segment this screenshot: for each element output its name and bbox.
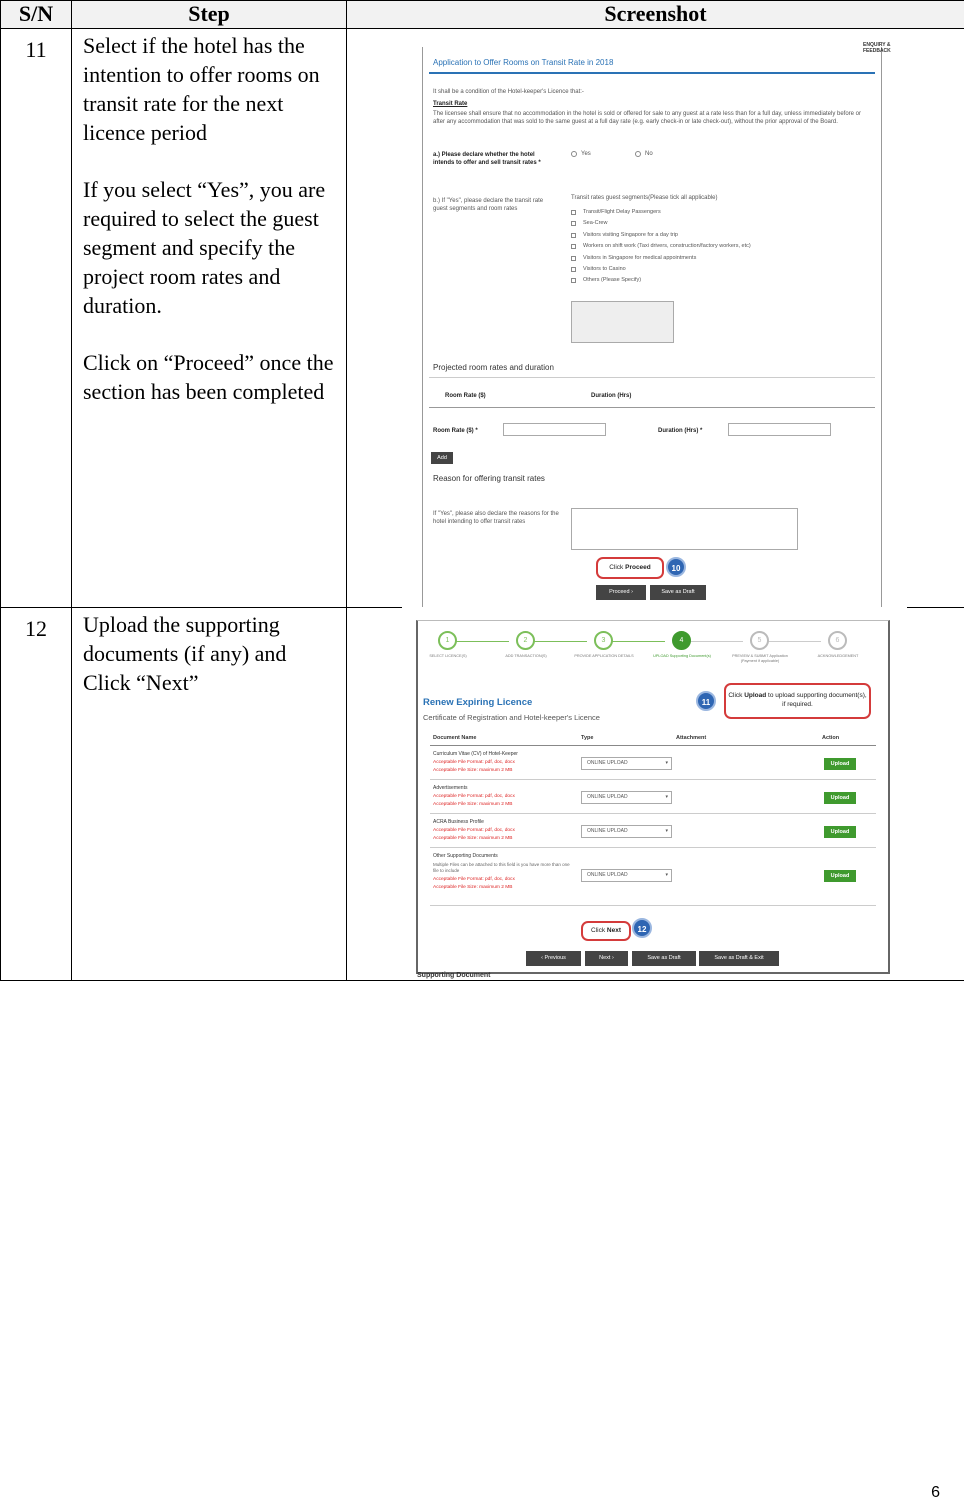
upload-documents-screenshot bbox=[416, 620, 890, 974]
segment-label: Others (Please Specify) bbox=[583, 277, 642, 283]
segment-label: Visitors visiting Singapore for a day trip bbox=[583, 232, 678, 238]
proceed-callout bbox=[596, 557, 664, 579]
upload-callout bbox=[724, 683, 871, 719]
page-number: 6 bbox=[931, 1484, 940, 1501]
segment-checkbox[interactable] bbox=[571, 278, 576, 283]
step-label: UPLOAD Supporting Document(s) bbox=[653, 654, 711, 658]
size-note: Acceptable File Size: maximum 2 MB bbox=[433, 802, 513, 807]
proceed-button[interactable] bbox=[596, 585, 646, 600]
callout-bold: Proceed bbox=[625, 564, 651, 571]
header-sn: S/N bbox=[1, 1, 72, 29]
step-paragraph: Click on “Proceed” once the section has been completed bbox=[83, 350, 334, 404]
reason-textarea[interactable] bbox=[571, 508, 798, 550]
col-attachment: Attachment bbox=[676, 735, 707, 741]
screenshot-cell bbox=[347, 608, 964, 981]
type-select[interactable] bbox=[581, 869, 672, 882]
table-row bbox=[1, 29, 964, 608]
step-5-circle: 5 bbox=[750, 631, 769, 650]
size-note: Acceptable File Size: maximum 2 MB bbox=[433, 885, 513, 890]
type-value: ONLINE UPLOAD bbox=[587, 872, 628, 878]
step-connector bbox=[607, 641, 665, 642]
col-type: Type bbox=[581, 735, 594, 741]
chevron-down-icon: ▾ bbox=[665, 760, 668, 766]
segment-checkbox[interactable] bbox=[571, 210, 576, 215]
upload-step-badge: 11 bbox=[696, 691, 716, 711]
chevron-down-icon: ▾ bbox=[665, 794, 668, 800]
type-value: ONLINE UPLOAD bbox=[587, 794, 628, 800]
segment-label: Transit/Flight Delay Passengers bbox=[583, 209, 661, 215]
save-draft-button[interactable]: Save as Draft bbox=[632, 951, 696, 966]
callout-text: Click bbox=[728, 692, 745, 699]
row-divider bbox=[430, 847, 876, 848]
chevron-right-icon: › bbox=[631, 589, 633, 595]
format-note: Acceptable File Format: pdf, doc, docx bbox=[433, 760, 515, 765]
page-title: Renew Expiring Licence bbox=[423, 697, 533, 708]
format-note: Acceptable File Format: pdf, doc, docx bbox=[433, 877, 515, 882]
segment-checkbox[interactable] bbox=[571, 267, 576, 272]
step-description bbox=[72, 608, 347, 981]
question-a: a.) Please declare whether the hotel intends to offer and sell transit rates * bbox=[433, 152, 541, 166]
callout-text: to upload supporting document(s), if required. bbox=[766, 692, 867, 708]
upload-button[interactable]: Upload bbox=[824, 758, 856, 770]
reason-heading: Reason for offering transit rates bbox=[433, 474, 545, 483]
type-value: ONLINE UPLOAD bbox=[587, 760, 628, 766]
duration-label: Duration (Hrs) * bbox=[658, 428, 703, 434]
step-label: PREVIEW & SUBMIT Application (Payment if applicable) bbox=[732, 654, 788, 663]
segment-checkbox[interactable] bbox=[571, 233, 576, 238]
segments-label: Transit rates guest segments(Please tick all applicable) bbox=[571, 195, 718, 201]
step-paragraph: Select if the hotel has the intention to offer rooms on transit rate for the next licence period bbox=[83, 33, 320, 145]
segment-label: Sea-Crew bbox=[583, 220, 608, 226]
step-badge: 10 bbox=[666, 557, 686, 577]
row-number: 11 bbox=[1, 29, 72, 608]
document-name: Curriculum Vitae (CV) of Hotel-Keeper bbox=[433, 751, 518, 757]
question-b: b.) If "Yes", please declare the transit rate guest segments and room rates bbox=[433, 198, 544, 212]
step-label: SELECT LICENCE(S) bbox=[429, 654, 467, 658]
step-description bbox=[72, 29, 347, 608]
proceed-label: Proceed bbox=[609, 589, 630, 595]
condition-body: The licensee shall ensure that no accommodation in the hotel is sold or offered for sale to any guest at a rate less than for a full day, unless immediately before or after any accommodation that was sold to the same guest at a full day rate (e.g. early check-in or late check-out), without the prior approval of the Board. bbox=[433, 111, 862, 125]
screenshot-cell bbox=[347, 29, 964, 608]
header-divider bbox=[430, 745, 876, 746]
upload-button[interactable]: Upload bbox=[824, 826, 856, 838]
step-1-circle: 1 bbox=[438, 631, 457, 650]
transit-rate-form-screenshot bbox=[422, 42, 891, 607]
divider bbox=[429, 407, 875, 408]
row-number: 12 bbox=[1, 608, 72, 981]
room-rate-label: Room Rate ($) * bbox=[433, 428, 478, 434]
callout-text: Click bbox=[609, 564, 626, 571]
chevron-left-icon: ‹ bbox=[541, 955, 543, 961]
step-2-circle: 2 bbox=[516, 631, 535, 650]
add-button[interactable]: Add bbox=[431, 452, 453, 464]
step-connector bbox=[685, 641, 743, 642]
step-connector bbox=[763, 641, 821, 642]
divider bbox=[429, 377, 875, 378]
bottom-fragment: Supporting Document bbox=[417, 972, 491, 979]
format-note: Acceptable File Format: pdf, doc, docx bbox=[433, 794, 515, 799]
condition-text: It shall be a condition of the Hotel-keeper's Licence that:- bbox=[433, 89, 584, 95]
col-document-name: Document Name bbox=[433, 735, 477, 741]
document-note: Multiple Files can be attached to this field is you have more than one file to include bbox=[433, 862, 570, 873]
next-step-badge: 12 bbox=[632, 918, 652, 938]
upload-button[interactable]: Upload bbox=[824, 792, 856, 804]
callout-bold: Upload bbox=[744, 692, 767, 699]
page-subtitle: Certificate of Registration and Hotel-keeper's Licence bbox=[423, 713, 600, 722]
segment-label: Visitors in Singapore for medical appointments bbox=[583, 255, 697, 261]
step-4-circle: 4 bbox=[672, 631, 691, 650]
radio-no-label: No bbox=[645, 151, 653, 157]
previous-label: Previous bbox=[544, 955, 566, 961]
reason-label: If "Yes", please also declare the reasons for the hotel intending to offer transit rates bbox=[433, 511, 559, 525]
radio-no[interactable] bbox=[635, 151, 641, 157]
previous-button[interactable] bbox=[526, 951, 581, 966]
callout-bold: Next bbox=[606, 927, 621, 934]
radio-yes[interactable] bbox=[571, 151, 577, 157]
row-divider bbox=[430, 779, 876, 780]
save-exit-button[interactable]: Save as Draft & Exit bbox=[699, 951, 779, 966]
upload-button[interactable]: Upload bbox=[824, 870, 856, 882]
size-note: Acceptable File Size: maximum 2 MB bbox=[433, 768, 513, 773]
callout-text: Click bbox=[591, 927, 607, 934]
type-value: ONLINE UPLOAD bbox=[587, 828, 628, 834]
chevron-down-icon: ▾ bbox=[665, 828, 668, 834]
others-specify-textarea[interactable] bbox=[571, 301, 674, 343]
row-divider bbox=[430, 905, 876, 906]
table-header-row bbox=[1, 1, 964, 29]
top-fragment: ENQUIRY & FEEDBACK bbox=[863, 42, 891, 54]
chevron-right-icon: › bbox=[612, 955, 614, 961]
title-underline bbox=[429, 72, 875, 74]
header-screenshot: Screenshot bbox=[347, 1, 964, 29]
size-note: Acceptable File Size: maximum 2 MB bbox=[433, 836, 513, 841]
form-title: Application to Offer Rooms on Transit Rate in 2018 bbox=[433, 58, 614, 67]
segment-label: Visitors to Casino bbox=[583, 266, 626, 272]
type-select[interactable] bbox=[581, 825, 672, 838]
step-paragraph: Upload the supporting documents (if any) and Click “Next” bbox=[83, 612, 287, 695]
segment-checkbox[interactable] bbox=[571, 244, 576, 249]
radio-yes-label: Yes bbox=[581, 151, 591, 157]
step-connector bbox=[529, 641, 587, 642]
segment-label: Workers on shift work (Taxi drivers, construction/factory workers, etc) bbox=[583, 243, 751, 249]
save-draft-button[interactable]: Save as Draft bbox=[650, 585, 706, 600]
transit-rate-heading: Transit Rate bbox=[433, 101, 468, 107]
step-3-circle: 3 bbox=[594, 631, 613, 650]
step-label: ADD TRANSACTION(S) bbox=[505, 654, 547, 658]
step-label: ACKNOWLEDGEMENT bbox=[817, 654, 859, 658]
step-6-circle: 6 bbox=[828, 631, 847, 650]
segment-checkbox[interactable] bbox=[571, 221, 576, 226]
document-name: Advertisements bbox=[433, 785, 468, 791]
segment-checkbox[interactable] bbox=[571, 256, 576, 261]
type-select[interactable] bbox=[581, 757, 672, 770]
document-name: ACRA Business Profile bbox=[433, 819, 484, 825]
chevron-down-icon: ▾ bbox=[665, 872, 668, 878]
step-paragraph: If you select “Yes”, you are required to select the guest segment and specify the project room rates and duration. bbox=[83, 177, 326, 318]
document-name: Other Supporting Documents bbox=[433, 853, 498, 859]
next-label: Next bbox=[599, 955, 611, 961]
step-label: PROVIDE APPLICATION DETAILS bbox=[574, 654, 634, 658]
format-note: Acceptable File Format: pdf, doc, docx bbox=[433, 828, 515, 833]
col-action: Action bbox=[822, 735, 840, 741]
step-connector bbox=[451, 641, 509, 642]
projected-heading: Projected room rates and duration bbox=[433, 363, 554, 372]
room-rate-input[interactable] bbox=[503, 423, 606, 436]
col-duration: Duration (Hrs) bbox=[591, 393, 632, 399]
next-callout bbox=[581, 921, 631, 941]
row-divider bbox=[430, 813, 876, 814]
col-room-rate: Room Rate ($) bbox=[445, 393, 486, 399]
header-step: Step bbox=[72, 1, 347, 29]
next-button[interactable] bbox=[585, 951, 628, 966]
table-row bbox=[1, 608, 964, 981]
type-select[interactable] bbox=[581, 791, 672, 804]
duration-input[interactable] bbox=[728, 423, 831, 436]
